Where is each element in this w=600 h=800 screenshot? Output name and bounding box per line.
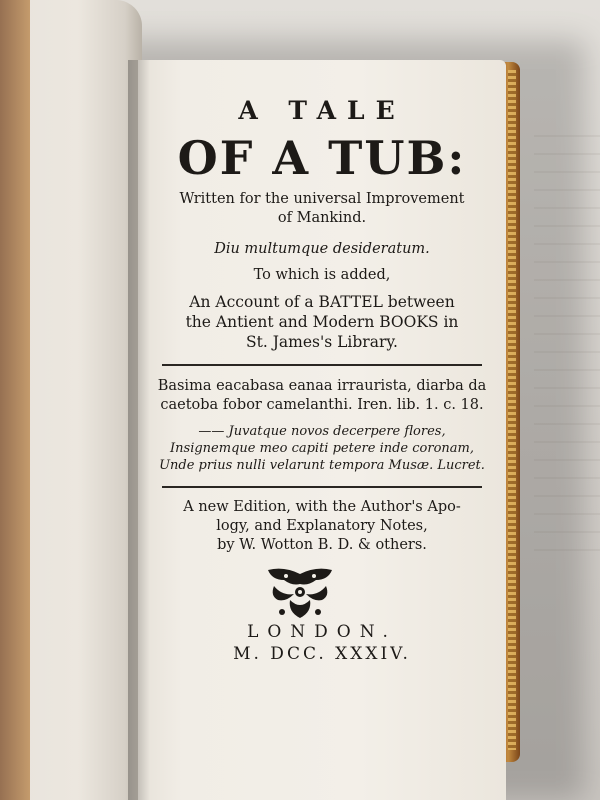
title-line-2: OF A TUB: [177,131,467,185]
rule-2 [162,486,482,488]
subtitle-line-1: Written for the universal Improvement [179,191,465,207]
subtitle-line-2: of Mankind. [277,210,367,226]
lucretius-line-2: Insignemque meo capiti petere inde coronam, [170,441,474,456]
lucretius-line-3: Unde prius nulli velarunt tempora Musæ. Lucret. [159,458,485,473]
irenaeus-line-2: caetoba fobor camelanthi. Iren. lib. 1. c. 18. [160,397,484,413]
account-line-1: An Account of a BATTEL between [189,293,455,311]
show-through-text [534,135,600,555]
printers-ornament-icon [260,566,340,622]
edition-line-3: by W. Wotton B. D. & others. [217,537,427,553]
page-gutter-shadow [128,60,150,800]
imprint-year: M. DCC. XXXIV. [233,644,411,664]
gilt-edge-decoration [508,70,516,750]
lucretius-line-1: —— Juvatque novos decerpere flores, [198,424,446,439]
edition-line-2: logy, and Explanatory Notes, [216,518,428,534]
title-page [138,60,506,800]
edition-line-1: A new Edition, with the Author's Apo- [183,499,461,515]
irenaeus-line-1: Basima eacabasa eanaa irraurista, diarba da [157,378,487,394]
left-blank-page [0,0,142,800]
added-line: To which is added, [253,267,391,283]
motto: Diu multumque desideratum. [214,241,430,257]
account-line-3: St. James's Library. [246,333,398,351]
left-cover-board [0,0,30,800]
imprint-city: LONDON. [247,622,397,642]
account-line-2: the Antient and Modern BOOKS in [185,313,459,331]
title-line-1: A TALE [238,96,406,125]
rule-1 [162,364,482,366]
